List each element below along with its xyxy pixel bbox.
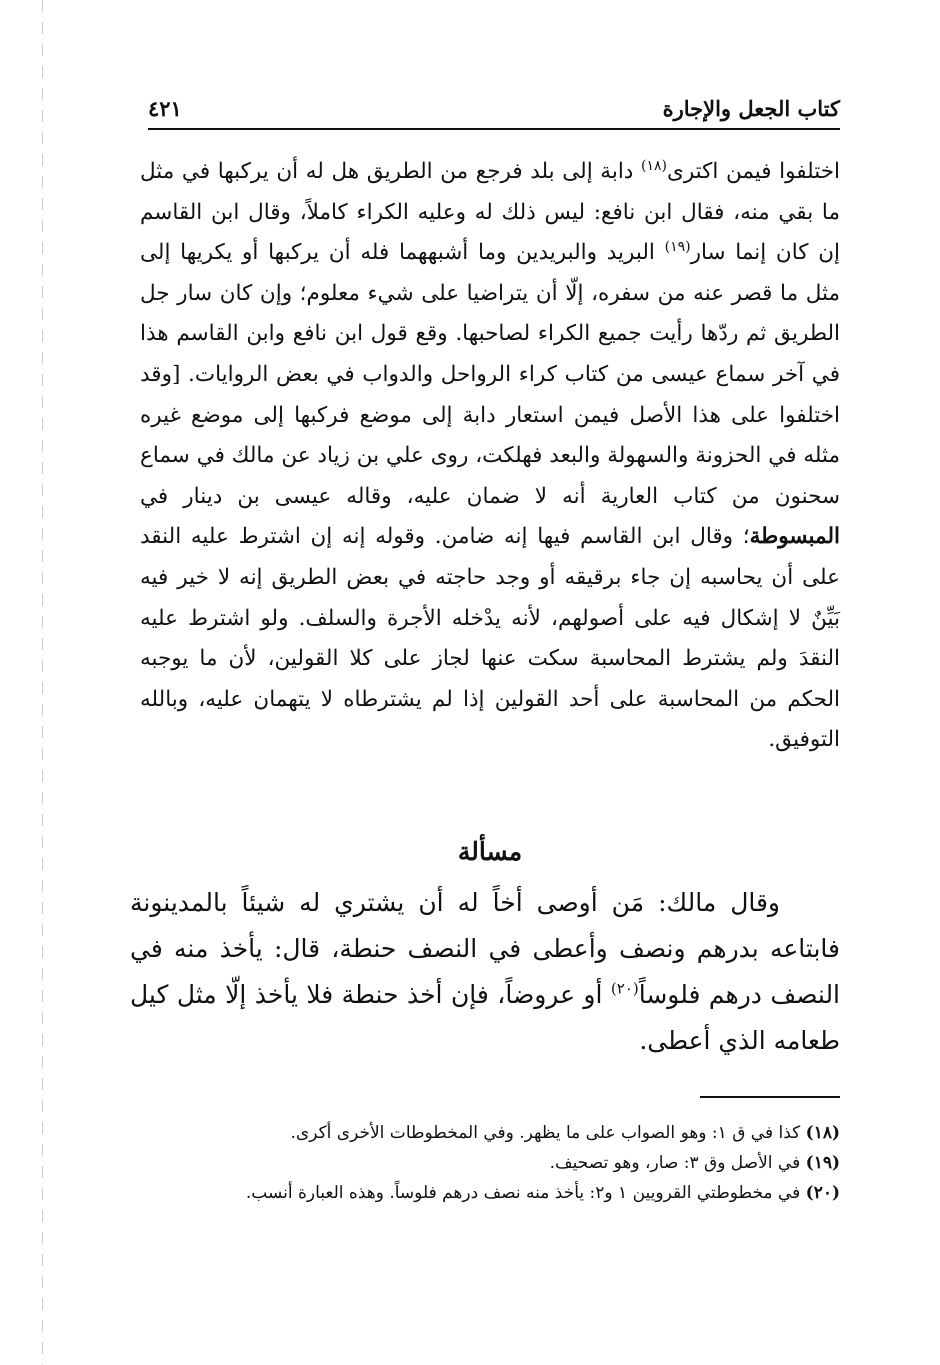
text-run: اختلفوا فيمن اكترى xyxy=(666,159,840,184)
text-run: ؛ وقال ابن القاسم فيها إنه ضامن. وقوله إنه إن اشترط عليه النقد على أن يحاسبه إن جاء برقيقه أو وجد حاجته في بعض الطريق إنه لا خير فيه بَيِّنٌ لا إشكال فيه على أصولهم، لأنه يدْخله الأجرة والسلف. ولو اشترط عليه النقدَ ولم يشترط المحاسبة سكت عنها لجاز على كلا القولين، لأن ما يوجبه الحكم من المحاسبة على أحد القولين إذا لم يشترطاه لا يتهمان عليه، وبالله التوفيق. xyxy=(140,524,840,753)
page-number: ٤٢١ xyxy=(148,96,182,121)
section-text xyxy=(130,880,840,1064)
footnote-marker-18: (١٨) xyxy=(641,157,667,174)
footnote-19 xyxy=(150,1148,840,1178)
paragraph-1 xyxy=(140,152,840,761)
section-heading: مسألة xyxy=(457,837,523,866)
footnote-number: (١٩) xyxy=(805,1153,840,1173)
footnote-text: كذا في ق ١: وهو الصواب على ما يظهر. وفي المخطوطات الأخرى أكرى. xyxy=(290,1123,806,1143)
section-paragraph xyxy=(130,880,840,1064)
text-run: أو عروضاً، فإن أخذ حنطة فلا يأخذ إلّا مثل كيل طعامه الذي أعطى. xyxy=(130,980,840,1055)
main-text xyxy=(140,152,840,761)
footnote-text: في الأصل وق ٣: صار، وهو تصحيف. xyxy=(549,1153,806,1173)
footnote-marker-20: (٢٠) xyxy=(610,979,639,998)
footnotes xyxy=(150,1118,840,1208)
footnote-text: في مخطوطتي القرويين ١ و٢: يأخذ منه نصف درهم فلوساً. وهذه العبارة أنسب. xyxy=(245,1183,806,1203)
footnote-separator xyxy=(700,1096,840,1098)
footnote-number: (١٨) xyxy=(805,1123,840,1143)
text-run: دابة إلى بلد فرجع من الطريق هل له أن يركبها في مثل ما بقي منه، فقال ابن نافع: ليس ذلك له وعليه الكراء كاملاً، وقال ابن القاسم إن كان إنما سار xyxy=(140,159,840,266)
text-run: البريد والبريدين وما أشبههما فله أن يركبها أو يكريها إلى مثل ما قصر عنه من سفره، إلّا أن يتراضيا على شيء معلوم؛ وإن كان سار جل الطريق ثم ردّها رأيت جميع الكراء لصاحبها. وقع قول ابن نافع وابن القاسم هذا في آخر سماع عيسى من كتاب كراء الرواحل والدواب في بعض الروايات. [وقد اختلفوا على هذا الأصل فيمن استعار دابة إلى موضع فركبها إلى موضع غيره مثله في الحزونة والسهولة والبعد فهلكت، روى علي بن زياد عن مالك في سماع سحنون من كتاب العارية أنه لا ضمان عليه، وقاله عيسى بن دينار في xyxy=(140,240,840,509)
book-title-term: المبسوطة xyxy=(749,524,840,550)
footnote-number: (٢٠) xyxy=(805,1183,840,1203)
footnote-marker-19: (١٩) xyxy=(664,239,691,256)
footnote-20 xyxy=(150,1178,840,1208)
header-rule xyxy=(148,128,840,130)
running-title: كتاب الجعل والإجارة xyxy=(662,96,840,121)
page-header xyxy=(148,92,840,128)
text-run: وقال مالك: مَن أوصى أخاً له أن يشتري له شيئاً بالمدينونة فابتاعه بدرهم ونصف وأعطى في النصف حنطة، قال: يأخذ منه في النصف درهم فلوساً xyxy=(130,888,841,1009)
scan-margin-line xyxy=(42,0,43,1365)
footnote-18 xyxy=(150,1118,840,1148)
